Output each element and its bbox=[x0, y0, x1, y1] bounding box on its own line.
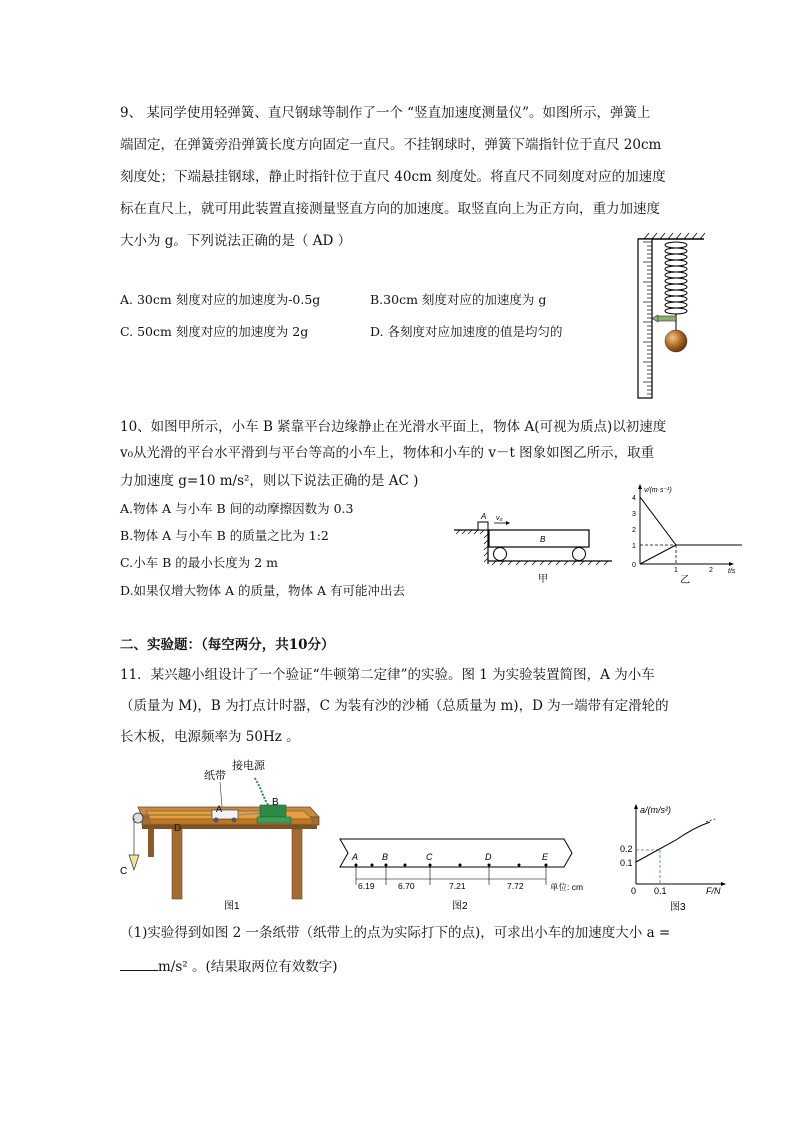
fig3-caption: 图3 bbox=[670, 902, 686, 913]
q9-option-d: D. 各刻度对应加速度的值是均匀的 bbox=[370, 324, 563, 339]
q10-option-a: A.物体 A 与小车 B 间的动摩擦因数为 0.3 bbox=[120, 501, 354, 516]
tape-point-c: C bbox=[426, 852, 433, 862]
fig3-xtick-01: 0.1 bbox=[654, 886, 667, 896]
q10-option-d: D.如果仅增大物体 A 的质量，物体 A 有可能冲出去 bbox=[120, 583, 405, 598]
fig-yi-ytick-2: 2 bbox=[632, 527, 636, 534]
fig-yi-vt-graph bbox=[622, 480, 748, 588]
section-heading: 二、实验题：（每空两分，共10分） bbox=[120, 637, 335, 653]
q9-option-c: C. 50cm 刻度对应的加速度为 2g bbox=[120, 324, 309, 339]
fig1-label-a: A bbox=[216, 804, 223, 814]
spring-ruler-figure bbox=[624, 232, 710, 402]
q10-line-1: 10、如图甲所示，小车 B 紧靠平台边缘静止在光滑水平面上，物体 A(可视为质点)以初速度 bbox=[120, 419, 667, 435]
tape-distance-2: 6.70 bbox=[398, 881, 415, 891]
fig1-tape-label: 纸带 bbox=[204, 770, 226, 782]
fig-yi-ytick-4: 4 bbox=[632, 495, 636, 502]
q10-option-c: C.小车 B 的最小长度为 2 m bbox=[120, 555, 278, 570]
fig3-y-label: a/(m/s²) bbox=[640, 805, 671, 815]
tape-distance-1: 6.19 bbox=[358, 881, 375, 891]
q11-line-1: 11．某兴趣小组设计了一个验证“牛顿第二定律”的实验。图 1 为实验装置简图，A 为小车 bbox=[120, 667, 655, 683]
fig-yi-xtick-1: 1 bbox=[674, 567, 678, 574]
tape-point-d: D bbox=[485, 852, 492, 862]
q9-line-5: 大小为 g。下列说法正确的是（ AD ） bbox=[120, 233, 352, 249]
fig-yi-ytick-1: 1 bbox=[632, 543, 636, 550]
fig3-xtick-0: 0 bbox=[631, 886, 637, 896]
fig-jia-label-v0: v₀ bbox=[496, 515, 503, 522]
q11-sub1-line: （1)实验得到如图 2 一条纸带（纸带上的点为实际打下的点)，可求出小车的加速度大小 a = bbox=[120, 925, 671, 941]
fig3-x-label: F/N bbox=[706, 886, 721, 896]
q9-line-3: 刻度处；下端悬挂钢球，静止时指针位于直尺 40cm 刻度处。将直尺不同刻度对应的加速度 bbox=[120, 169, 666, 185]
q9-line-4: 标在直尺上，就可用此装置直接测量竖直方向的加速度。取竖直向上为正方向，重力加速度 bbox=[120, 201, 660, 217]
fig-jia-caption: 甲 bbox=[538, 574, 548, 585]
q10-line-3: 力加速度 g=10 m/s²，则以下说法正确的是 AC ) bbox=[120, 473, 419, 489]
fig1-caption: 图1 bbox=[224, 901, 240, 912]
q11-line-3: 长木板，电源频率为 50Hz 。 bbox=[120, 729, 300, 745]
fig3-ytick-01: 0.1 bbox=[620, 858, 633, 868]
fig3-af-graph bbox=[618, 800, 740, 914]
fig2-paper-tape bbox=[336, 835, 604, 915]
fig-jia-label-a: A bbox=[481, 512, 487, 521]
fig1-apparatus bbox=[112, 755, 322, 915]
fig-jia-platform-cart bbox=[448, 506, 618, 592]
fig-yi-ytick-0: 0 bbox=[632, 562, 636, 569]
fig-jia-label-b: B bbox=[540, 535, 546, 544]
tape-point-e: E bbox=[542, 852, 549, 862]
q11-sub1-answer-line bbox=[120, 958, 338, 976]
fig-yi-ytick-3: 3 bbox=[632, 511, 636, 518]
fig-yi-x-label: t/s bbox=[728, 568, 736, 575]
fig1-label-b: B bbox=[272, 797, 279, 808]
fig1-label-d: D bbox=[174, 823, 182, 834]
fig3-ytick-02: 0.2 bbox=[620, 844, 633, 854]
q10-line-2: v₀从光滑的平台水平滑到与平台等高的小车上，物体和小车的 v－t 图象如图乙所示，取重 bbox=[120, 445, 655, 461]
answer-blank[interactable] bbox=[120, 958, 158, 971]
q11-line-2: （质量为 M)，B 为打点计时器，C 为装有沙的沙桶（总质量为 m)，D 为一端带有定滑轮的 bbox=[120, 698, 669, 714]
q9-option-b: B.30cm 刻度对应的加速度为 g bbox=[370, 292, 547, 307]
tape-distance-3: 7.21 bbox=[449, 881, 466, 891]
fig2-caption: 图2 bbox=[452, 901, 468, 912]
fig1-label-c: C bbox=[120, 866, 128, 877]
tape-point-a: A bbox=[352, 852, 359, 862]
q9-option-a: A. 30cm 刻度对应的加速度为-0.5g bbox=[120, 292, 321, 307]
q9-line-2: 端固定，在弹簧旁沿弹簧长度方向固定一直尺。不挂钢球时，弹簧下端指针位于直尺 20cm bbox=[120, 137, 662, 153]
fig-yi-xtick-2: 2 bbox=[709, 567, 713, 574]
q9-line-1: 9、 某同学使用轻弹簧、直尺钢球等制作了一个 “竖直加速度测量仪”。如图所示，弹簧上 bbox=[120, 105, 651, 121]
tape-unit-label: 单位: cm bbox=[550, 882, 584, 892]
tape-distance-4: 7.72 bbox=[507, 881, 524, 891]
fig-yi-caption: 乙 bbox=[680, 575, 690, 586]
fig-yi-y-label: v/(m·s⁻¹) bbox=[644, 487, 672, 494]
q11-sub1-unit: m/s² 。(结果取两位有效数字) bbox=[158, 959, 338, 975]
fig1-power-label: 接电源 bbox=[232, 760, 265, 772]
tape-point-b: B bbox=[382, 852, 389, 862]
q10-option-b: B.物体 A 与小车 B 的质量之比为 1:2 bbox=[120, 528, 329, 543]
